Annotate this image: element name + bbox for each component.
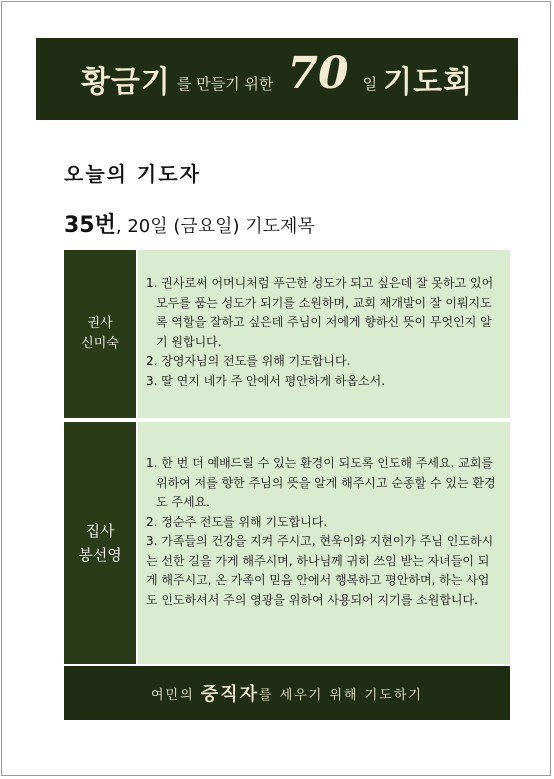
prayer-content: [138, 250, 510, 418]
today-title: 오늘의 기도자: [64, 162, 201, 186]
prayer-item: 2. 정순주 전도를 위해 기도합니다.: [146, 514, 328, 529]
header-part3: 일: [362, 74, 378, 93]
subtitle-rest: , 20일 (금요일) 기도제목: [115, 216, 315, 237]
header-part2: 를 만들기 위한: [176, 74, 274, 93]
header-part1: 황금기: [80, 65, 171, 100]
subtitle: [64, 208, 315, 239]
footer-banner: [64, 666, 510, 720]
prayer-item: 1. 권사로써 어머니처럼 푸근한 성도가 되고 싶은데 잘 못하고 있어 모두를 품는 성도가 되기를 소원하며, 교회 재개발이 잘 이뤄지도록 역할을 잘하고 싶은데 주님이 저에게 향하신 뜻이 무엇인지 알기 원합니다.: [146, 276, 494, 349]
prayer-row: [64, 250, 510, 422]
person-role: 집사: [85, 522, 115, 540]
prayer-row: [64, 422, 510, 668]
header-part4: 기도회: [383, 65, 474, 100]
prayer-table: [64, 250, 510, 668]
person-role: 권사: [87, 316, 113, 331]
prayer-item: 1. 한 번 더 예배드릴 수 있는 환경이 되도록 인도해 주세요. 교회를 위하여 저를 향한 주님의 뜻을 알게 해주시고 순종할 수 있는 환경도 주세요.: [146, 456, 496, 509]
person-name: 신미숙: [81, 336, 119, 351]
header-banner: [36, 38, 518, 120]
prayer-person: [64, 250, 136, 418]
footer-part1: 여민의: [151, 687, 195, 703]
footer-emphasis: 중직자: [200, 684, 259, 705]
prayer-item: 3. 딸 연지 네가 주 안에서 평안하게 하옵소서.: [146, 373, 386, 388]
prayer-item: 2. 장영자님의 전도를 위해 기도합니다.: [146, 354, 351, 368]
prayer-item: 3. 가족들의 건강을 지켜 주시고, 현욱이와 지현이가 주님 인도하시는 선한 길을 가게 해주시며, 하나님께 귀히 쓰임 받는 자녀들이 되게 해주시고, 온 가족이 믿음 안에서 행복하고 평안하며, 하는 사업도 인도하셔서 주의 영광을 위하여 사용되어 지기를 소원합니다.: [146, 534, 494, 607]
footer-part2: 를 세우기 위해 기도하기: [259, 687, 423, 703]
subtitle-number: 35번: [64, 213, 116, 238]
header-number: 70: [287, 47, 349, 99]
prayer-person: [64, 422, 136, 664]
prayer-content: [138, 422, 510, 664]
person-name: 봉선영: [78, 546, 122, 564]
